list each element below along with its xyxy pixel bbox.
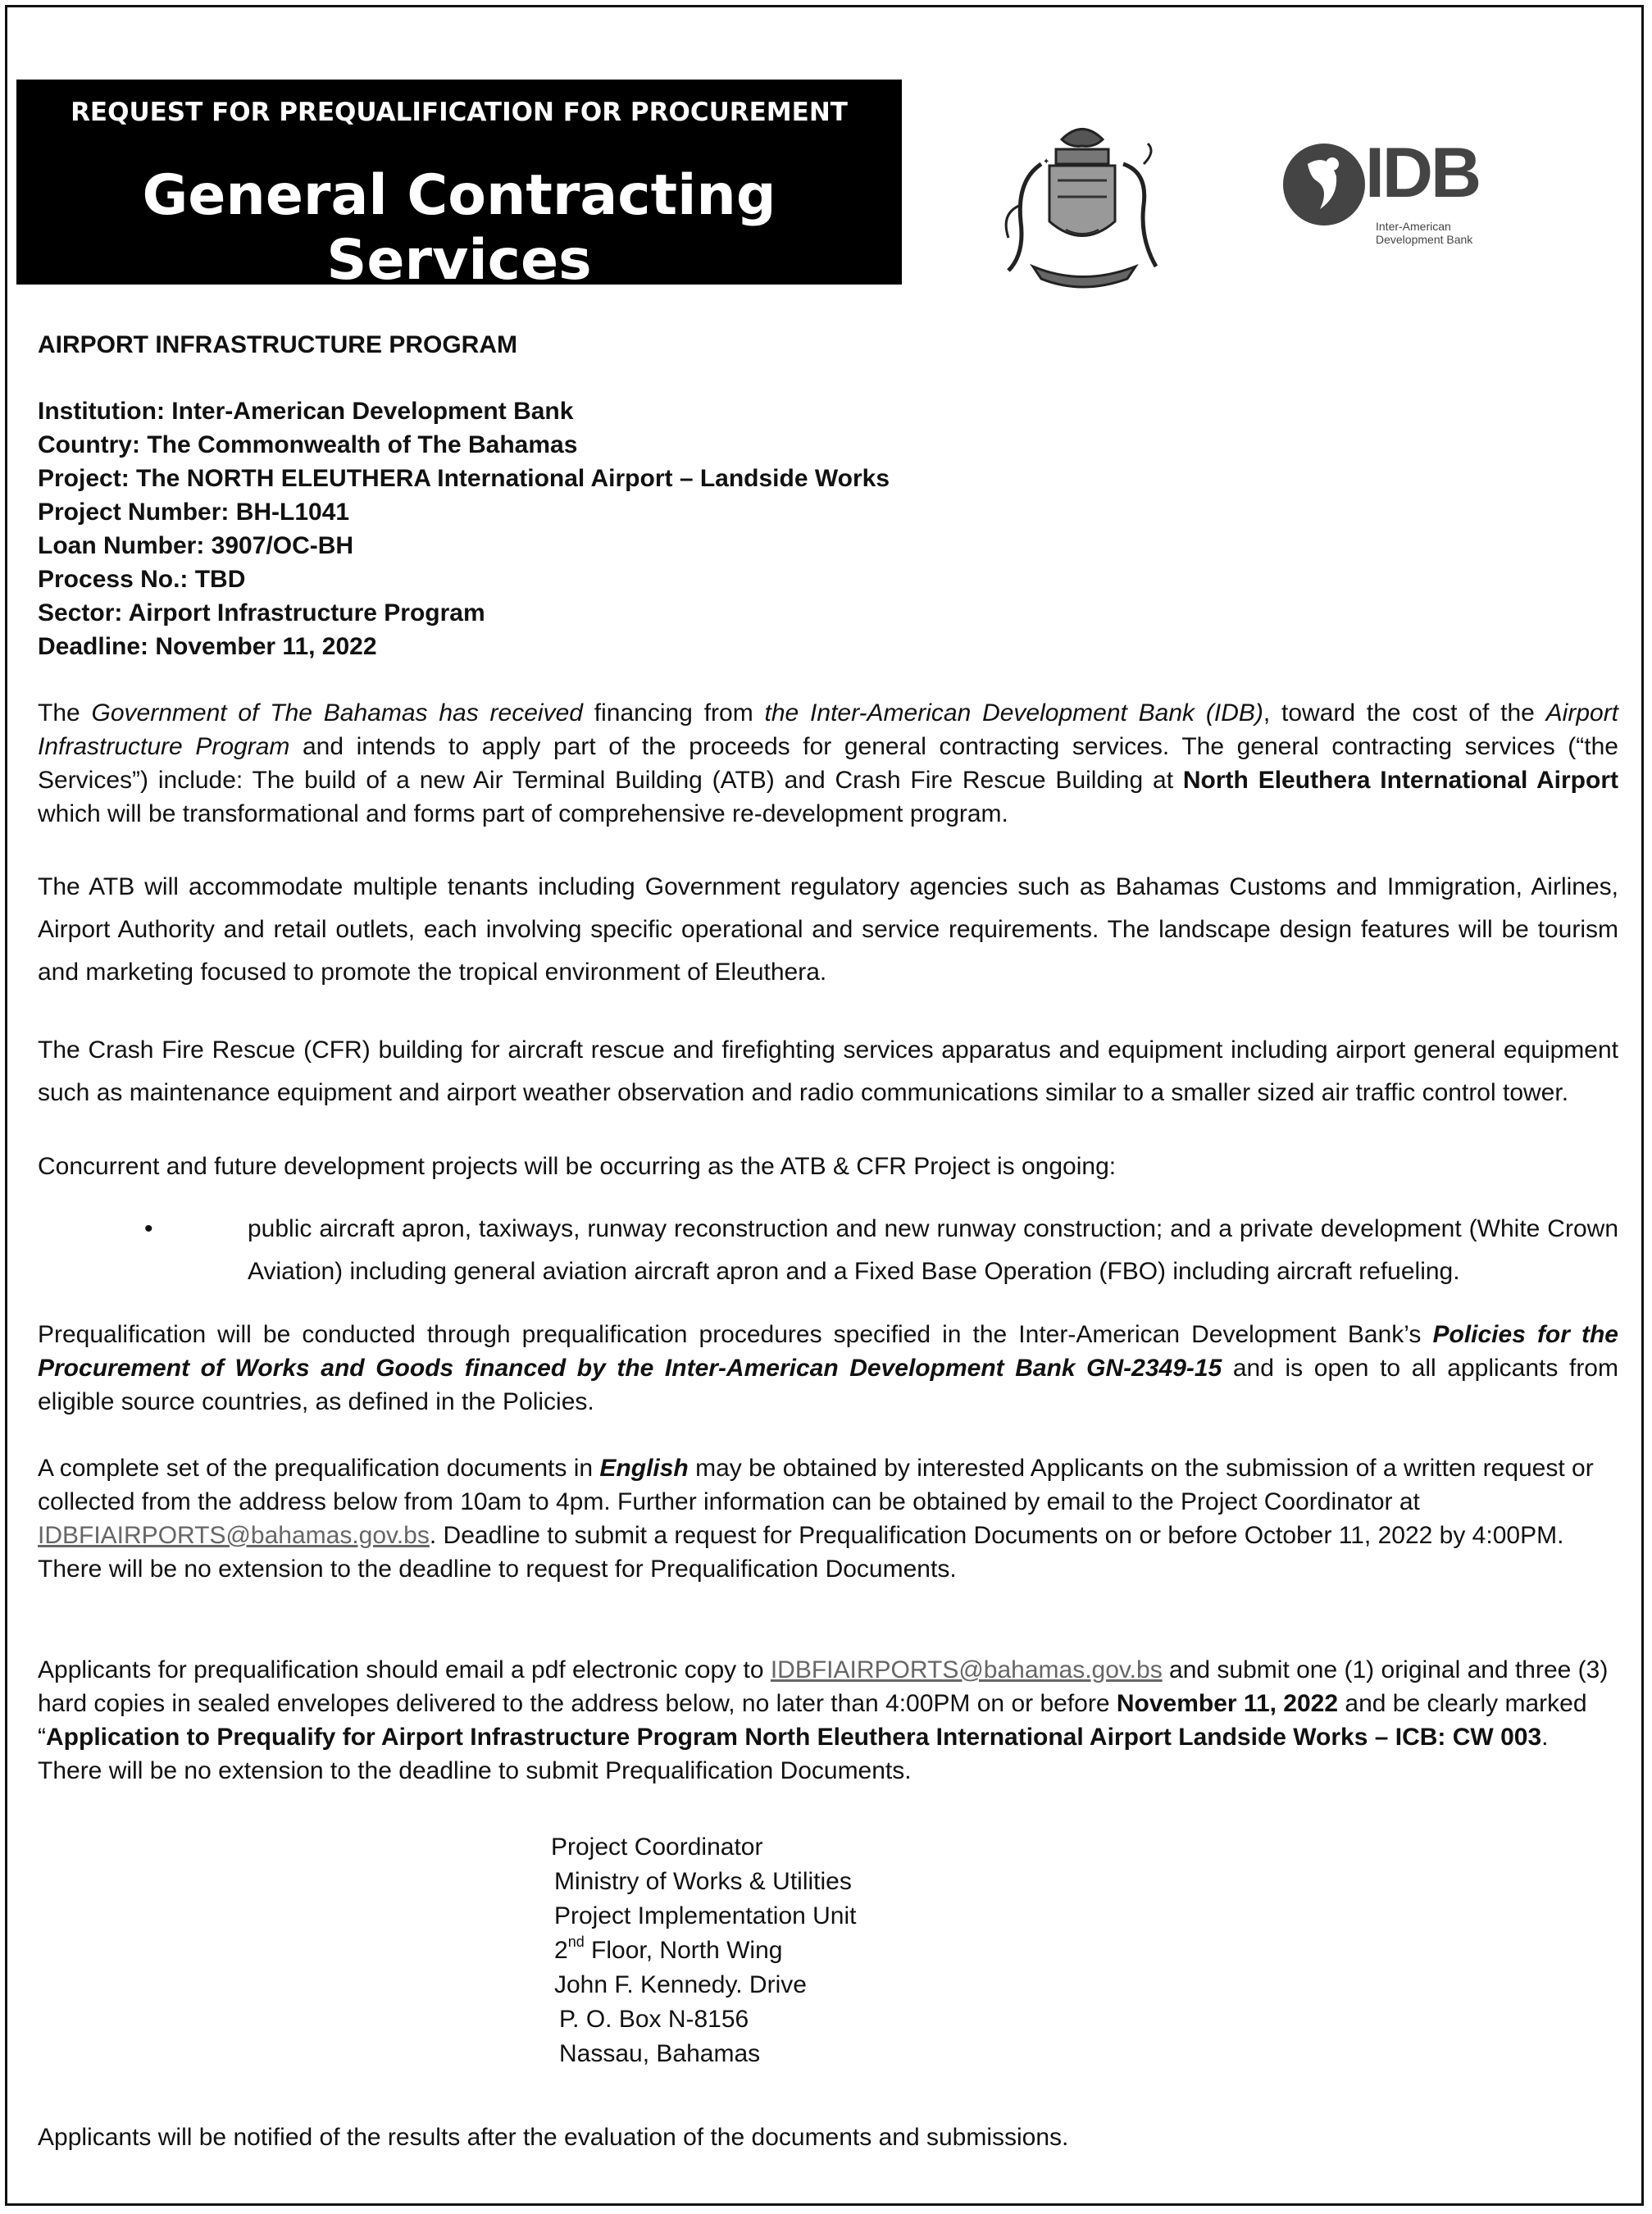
submission-paragraph: Applicants for prequalification should email a pdf electronic copy to IDBFIAIRPORTS@bahamas.gov.bs and submit one (1) original and three (3) hard copies in sealed envelopes delivered to the address below, no later than 4:00PM on or before November 11, 2022 and be clearly marked “Application to Prequalify for Airport Infrastructure Program North Eleuthera International Airport Landside Works – ICB: CW 003. There will be no extension to the deadline to submit Prequalification Documents.: [38, 1656, 1609, 1784]
address-line: Project Implementation Unit: [554, 1902, 857, 1929]
closing-note: Applicants will be notified of the results after the evaluation of the documents and submissions.: [38, 2124, 1069, 2151]
intro-paragraph: The Government of The Bahamas has received financing from the Inter-American Development Bank (IDB), toward the cost of the Airport Infrastructure Program and intends to apply part of the proceeds for general contracting services. The general contracting services (“the Services”) include: The build of a new Air Terminal Building (ATB) and Crash Fire Rescue Building at North Eleuthera International Airport which will be transformational and forms part of comprehensive re-development program.: [38, 699, 1619, 827]
address-line: P. O. Box N-8156: [559, 2006, 749, 2033]
banner-title: General Contracting Services: [142, 163, 776, 293]
idb-subtitle-1: Inter-American: [1376, 220, 1451, 233]
banner-supertitle: REQUEST FOR PREQUALIFICATION FOR PROCUREMENT: [71, 98, 848, 127]
deadline-line: Deadline: November 11, 2022: [38, 633, 377, 660]
svg-text:✦: ✦: [1043, 157, 1050, 166]
address-line: Ministry of Works & Utilities: [554, 1868, 852, 1895]
mailing-address: [551, 1830, 1618, 2071]
coat-of-arms-logo: [984, 115, 1181, 295]
address-line: Project Coordinator: [551, 1834, 763, 1861]
cfr-paragraph: The Crash Fire Rescue (CFR) building for aircraft rescue and firefighting services apparatus and equipment including airport general equipment such as maintenance equipment and airport weather observation and radio communications similar to a smaller sized air traffic control tower.: [38, 1036, 1618, 1106]
idb-mark: IDB: [1365, 134, 1480, 212]
address-line: Nassau, Bahamas: [559, 2040, 761, 2067]
email-link[interactable]: IDBFIAIRPORTS@bahamas.gov.bs: [38, 1522, 430, 1549]
bullet-text: public aircraft apron, taxiways, runway reconstruction and new runway construction; and a private development (White Crown Aviation) including general aviation aircraft apron and a Fixed Base Operation (FBO) including aircraft refueling.: [248, 1215, 1618, 1285]
email-link[interactable]: IDBFIAIRPORTS@bahamas.gov.bs: [770, 1656, 1163, 1683]
project-details: [38, 394, 1618, 663]
program-heading: AIRPORT INFRASTRUCTURE PROGRAM: [38, 331, 517, 358]
sector-line: Sector: Airport Infrastructure Program: [38, 599, 485, 626]
process-number-line: Process No.: TBD: [38, 566, 246, 593]
project-line: Project: The NORTH ELEUTHERA International Airport – Landside Works: [38, 465, 890, 492]
address-line: John F. Kennedy. Drive: [554, 1971, 807, 1998]
prequalification-paragraph: Prequalification will be conducted through prequalification procedures specified in the Inter-American Development Bank’s Policies for the Procurement of Works and Goods financed by the Inter-American Development Bank GN-2349-15 and is open to all applicants from eligible source countries, as defined in the Policies.: [38, 1321, 1618, 1415]
idb-subtitle-2: Development Bank: [1376, 233, 1473, 246]
notice-body: [38, 328, 1618, 2154]
address-line: 2nd Floor, North Wing: [554, 1934, 783, 1964]
list-item: [38, 1208, 1618, 1293]
idb-logo: [1279, 131, 1509, 254]
loan-number-line: Loan Number: 3907/OC-BH: [38, 532, 354, 559]
country-line: Country: The Commonwealth of The Bahamas: [38, 431, 578, 458]
concurrent-projects-paragraph: Concurrent and future development projects will be occurring as the ATB & CFR Project is ongoing:: [38, 1153, 1117, 1180]
atb-paragraph: The ATB will accommodate multiple tenants including Government regulatory agencies such as Bahamas Customs and Immigration, Airlines, Airport Authority and retail outlets, each involving specific operational and service requirements. The landscape design features will be tourism and marketing focused to promote the tropical environment of Eleuthera.: [38, 873, 1618, 986]
project-number-line: Project Number: BH-L1041: [38, 499, 350, 526]
institution-line: Institution: Inter-American Development Bank: [38, 398, 574, 425]
bullet-symbol: •: [144, 1215, 153, 1242]
title-banner: [16, 80, 902, 293]
documents-paragraph: A complete set of the prequalification documents in English may be obtained by interested Applicants on the submission of a written request or collected from the address below from 10am to 4pm. Further information can be obtained by email to the Project Coordinator at IDBFIAIRPORTS@bahamas.gov.bs. Deadline to submit a request for Prequalification Documents on or before October 11, 2022 by 4:00PM. There will be no extension to the deadline to request for Prequalification Documents.: [38, 1455, 1594, 1583]
